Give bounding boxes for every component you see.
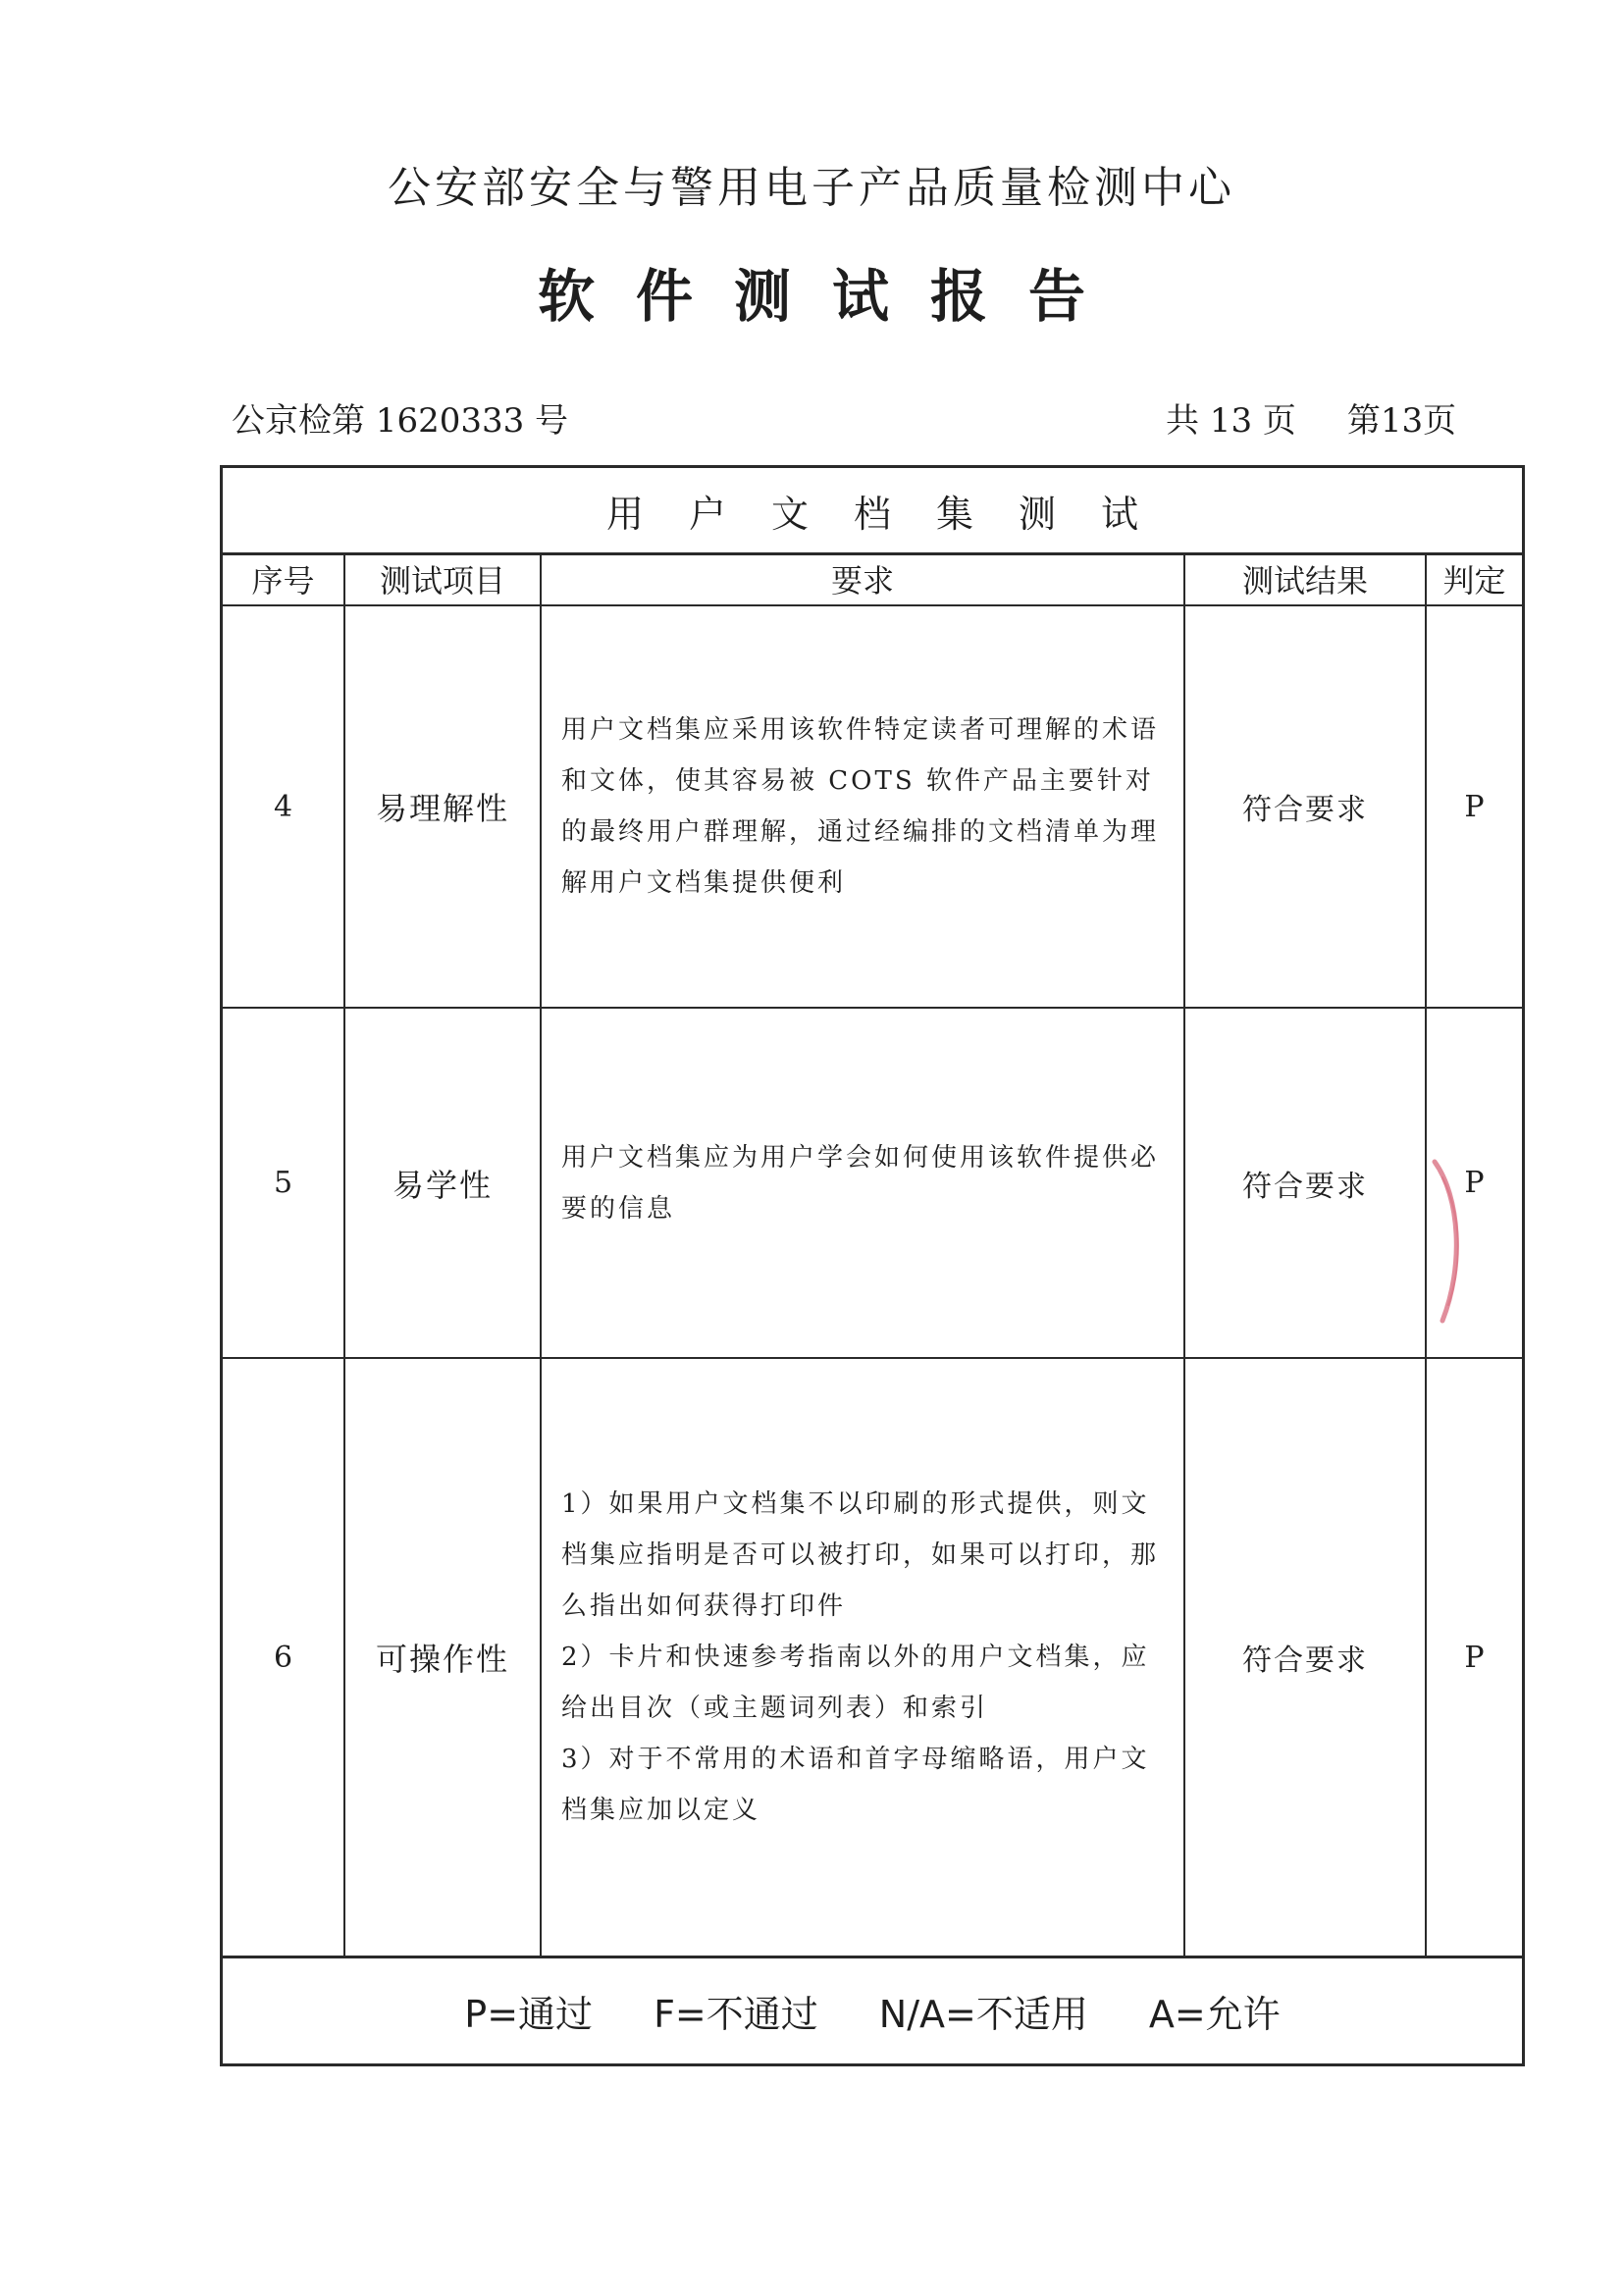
requirement-paragraph: 1）如果用户文档集不以印刷的形式提供，则文档集应指明是否可以被打印，如果可以打印，那么指出如何获得打印件 [561, 1489, 1160, 1621]
section-title: 用户文档集测试 [605, 493, 1183, 536]
row-item: 可操作性 [375, 1641, 509, 1678]
row-result: 符合要求 [1242, 793, 1368, 827]
legend-allowed: A=允许 [1148, 1993, 1281, 2036]
row-verdict: P [1464, 1166, 1485, 1200]
verdict-legend [223, 1958, 1522, 2063]
legend-fail: F=不通过 [654, 1993, 818, 2036]
page-total: 共 13 页 [1166, 401, 1296, 441]
row-index: 6 [273, 1640, 293, 1675]
page-indicator [1166, 396, 1456, 445]
column-header-index: 序号 [251, 562, 315, 600]
requirement-text [561, 704, 1166, 909]
legend-pass: P=通过 [464, 1993, 594, 2036]
row-verdict: P [1464, 789, 1485, 824]
row-requirement [542, 1359, 1183, 1956]
column-header-result: 测试结果 [1241, 562, 1368, 600]
report-title: 软件测试报告 [537, 263, 1126, 330]
column-header-item: 测试项目 [379, 562, 505, 600]
legend-not-applicable: N/A=不适用 [878, 1993, 1088, 2036]
organization-title: 公安部安全与警用电子产品质量检测中心 [388, 163, 1235, 213]
row-item: 易理解性 [375, 790, 509, 827]
column-header-verdict: 判定 [1442, 562, 1506, 600]
row-verdict: P [1464, 1640, 1485, 1675]
requirement-text [561, 1132, 1166, 1234]
requirement-paragraph: 3）对于不常用的术语和首字母缩略语，用户文档集应加以定义 [561, 1745, 1150, 1825]
row-result: 符合要求 [1242, 1644, 1368, 1678]
requirement-paragraph: 用户文档集应采用该软件特定读者可理解的术语和文体，使其容易被 COTS 软件产品主要针对的最终用户群理解，通过经编排的文档清单为理解用户文档集提供便利 [561, 715, 1160, 898]
row-requirement [542, 606, 1183, 1007]
column-header-requirement: 要求 [830, 562, 894, 600]
row-index: 4 [273, 789, 293, 824]
row-requirement [542, 1009, 1183, 1357]
report-number: 公京检第 1620333 号 [232, 401, 569, 441]
row-result: 符合要求 [1242, 1169, 1368, 1204]
stamp-mark [1413, 1158, 1472, 1325]
requirement-text [561, 1479, 1166, 1836]
requirement-paragraph: 用户文档集应为用户学会如何使用该软件提供必要的信息 [561, 1142, 1160, 1224]
requirement-paragraph: 2）卡片和快速参考指南以外的用户文档集，应给出目次（或主题词列表）和索引 [561, 1643, 1150, 1723]
row-index: 5 [273, 1166, 293, 1200]
row-item: 易学性 [392, 1166, 493, 1204]
page-current: 第13页 [1346, 401, 1457, 441]
